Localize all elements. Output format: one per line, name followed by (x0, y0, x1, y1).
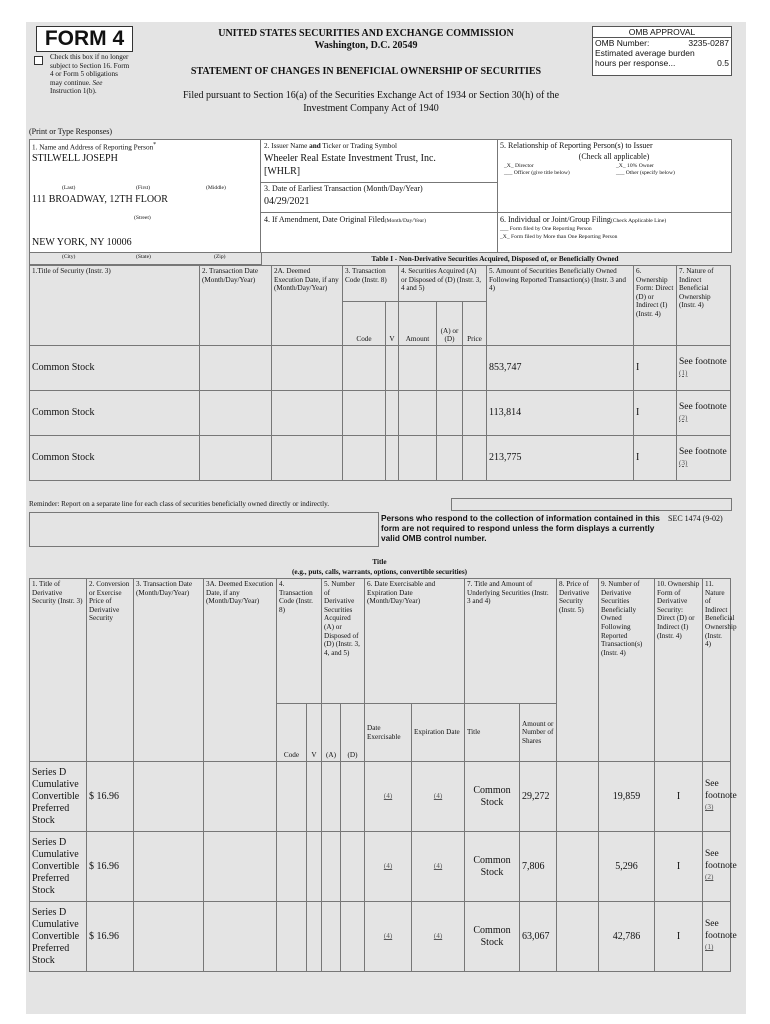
omb-hours-label: hours per response... (595, 58, 676, 68)
footnote-link[interactable]: (1) (705, 943, 714, 952)
t2-sub-code: Code (277, 704, 307, 762)
t2-sub-v: V (307, 704, 322, 762)
t2-col-title: 1. Title of Derivative Security (Instr. 3) (30, 579, 87, 762)
group-filing-more: _X_ Form filed by More than One Reporting Person (500, 234, 618, 240)
reminder-left-box (29, 512, 379, 547)
t2-sub-d: (D) (341, 704, 365, 762)
filed-pursuant-line2: Investment Company Act of 1940 (303, 103, 439, 114)
table-row (30, 346, 731, 391)
omb-approval-box (592, 26, 732, 76)
no-longer-subject-checkbox[interactable] (34, 56, 43, 65)
t1-sub-amount: Amount (399, 302, 437, 346)
t1-col-title: 1.Title of Security (Instr. 3) (30, 266, 200, 346)
t2-nature: See footnote (2) (703, 832, 731, 902)
street-value: 111 BROADWAY, 12TH FLOOR (32, 194, 168, 205)
table1-title: Table I - Non-Derivative Securities Acquired, Disposed of, or Beneficially Owned (371, 255, 619, 263)
state-label: (State) (136, 254, 151, 260)
t2-ownership-form: I (655, 832, 703, 902)
last-label: (Last) (62, 185, 76, 191)
expiration-footnote[interactable]: (4) (433, 862, 443, 871)
t1-security-title: Common Stock (30, 391, 200, 436)
t2-col-deriv-price: 8. Price of Derivative Security (Instr. 5) (557, 579, 599, 762)
issuer-label: 2. Issuer Name and Ticker or Trading Symbol (264, 142, 397, 150)
t1-ownership-form: I (634, 436, 677, 481)
t2-conversion-price: $ 16.96 (87, 762, 134, 832)
t2-nature: See footnote (1) (703, 902, 731, 972)
t2-sub-a: (A) (322, 704, 341, 762)
city-label: (City) (62, 254, 76, 260)
derivative-table (29, 578, 737, 972)
t1-col-securities: 4. Securities Acquired (A) or Disposed of (D) (Instr. 3, 4 and 5) (399, 266, 487, 302)
relationship-director: _X_ Director (504, 163, 534, 169)
t2-col-code: 4. Transaction Code (Instr. 8) (277, 579, 322, 704)
t2-security-title: Series D Cumulative Convertible Preferred Stock (30, 832, 87, 902)
t2-conversion-price: $ 16.96 (87, 832, 134, 902)
t1-col-nature: 7. Nature of Indirect Beneficial Ownership (Instr. 4) (677, 266, 731, 346)
t2-ownership-form: I (655, 902, 703, 972)
agency-city: Washington, D.C. 20549 (314, 40, 418, 51)
t2-owned: 19,859 (599, 762, 655, 832)
agency-name: UNITED STATES SECURITIES AND EXCHANGE COMMISSION (218, 28, 514, 39)
t2-col-exercisable: 6. Date Exercisable and Expiration Date (Month/Day/Year) (365, 579, 465, 704)
footnote-link[interactable]: (3) (679, 459, 688, 467)
t1-nature: See footnote (1) (677, 346, 731, 391)
omb-hours-value: 0.5 (717, 58, 729, 68)
relationship-officer: ___ Officer (give title below) (504, 170, 570, 176)
omb-number-label: OMB Number: (595, 38, 650, 48)
t1-col-date: 2. Transaction Date (Month/Day/Year) (200, 266, 272, 346)
first-label: (First) (136, 185, 150, 191)
t2-col-underlying: 7. Title and Amount of Underlying Securities (Instr. 3 and 4) (465, 579, 557, 704)
t1-ownership-form: I (634, 346, 677, 391)
t2-sub-title: Title (465, 704, 520, 762)
t1-col-deemed: 2A. Deemed Execution Date, if any (Month/Day/Year) (272, 266, 343, 346)
omb-title: OMB APPROVAL (593, 27, 731, 38)
expiration-footnote[interactable]: (4) (433, 932, 443, 941)
table-row (30, 436, 731, 481)
relationship-check: (Check all applicable) (578, 152, 650, 161)
street-label: (Street) (134, 215, 151, 221)
print-note: (Print or Type Responses) (29, 127, 113, 136)
reminder-blank-box (451, 498, 732, 511)
t1-security-title: Common Stock (30, 346, 200, 391)
t2-col-deemed: 3A. Deemed Execution Date, if any (Month/Day/Year) (204, 579, 277, 762)
t2-underlying-title: Common Stock (465, 832, 520, 902)
statement-title: STATEMENT OF CHANGES IN BENEFICIAL OWNERSHIP OF SECURITIES (190, 66, 542, 77)
footnote-link[interactable]: (3) (705, 803, 714, 812)
reminder-text: Reminder: Report on a separate line for each class of securities beneficially owned directly or indirectly. (29, 500, 330, 508)
t2-col-nature: 11. Nature of Indirect Beneficial Ownership (Instr. 4) (703, 579, 731, 762)
t1-sub-v: V (386, 302, 399, 346)
table-row (30, 391, 731, 436)
form-sheet (26, 22, 746, 1014)
city-value: NEW YORK, NY 10006 (32, 237, 132, 248)
table-row (30, 762, 731, 832)
t1-col-code: 3. Transaction Code (Instr. 8) (343, 266, 399, 302)
group-filing-label: 6. Individual or Joint/Group Filing(Check Applicable Line) (500, 215, 667, 224)
table-row (30, 902, 731, 972)
t1-sub-price: Price (463, 302, 487, 346)
footnote-link[interactable]: (1) (679, 369, 688, 377)
t1-ownership-form: I (634, 391, 677, 436)
t2-underlying-title: Common Stock (465, 902, 520, 972)
table-row (30, 832, 731, 902)
sec-code: SEC 1474 (9-02) (668, 514, 723, 523)
issuer-name: Wheeler Real Estate Investment Trust, Inc. (264, 153, 436, 164)
relationship-label: 5. Relationship of Reporting Person(s) to Issuer (500, 141, 653, 150)
t1-sub-aord: (A) or (D) (437, 302, 463, 346)
reporting-person-name: STILWELL JOSEPH (32, 153, 118, 164)
t2-owned: 5,296 (599, 832, 655, 902)
t2-underlying-amount: 7,806 (520, 832, 557, 902)
t2-conversion-price: $ 16.96 (87, 902, 134, 972)
date-exercisable-footnote[interactable]: (4) (383, 932, 393, 941)
relationship-other: ___ Other (specify below) (616, 170, 675, 176)
t2-col-owned: 9. Number of Derivative Securities Beneficially Owned Following Reported Transaction(s) (Instr. 4) (599, 579, 655, 762)
table2-title: Title (372, 558, 387, 566)
t2-underlying-title: Common Stock (465, 762, 520, 832)
table2-subtitle: (e.g., puts, calls, warrants, options, convertible securities) (291, 568, 468, 576)
omb-number-value: 3235-0287 (688, 38, 729, 48)
non-derivative-table (29, 265, 731, 481)
t2-security-title: Series D Cumulative Convertible Preferred Stock (30, 762, 87, 832)
checkbox-label: Check this box if no longer subject to Section 16. Form 4 or Form 5 obligations may continue. See Instruction 1(b). (50, 53, 130, 96)
date-exercisable-footnote[interactable]: (4) (383, 862, 393, 871)
expiration-footnote[interactable]: (4) (433, 792, 443, 801)
footnote-link[interactable]: (2) (705, 873, 714, 882)
reporting-person-label: 1. Name and Address of Reporting Person* (32, 142, 157, 152)
t2-sub-exp: Expiration Date (412, 704, 465, 762)
issuer-ticker: [WHLR] (264, 166, 301, 177)
earliest-date-value: 04/29/2021 (264, 196, 310, 207)
t2-owned: 42,786 (599, 902, 655, 972)
t2-sub-amount-shares: Amount or Number of Shares (520, 704, 557, 762)
t1-amount-owned: 113,814 (487, 391, 634, 436)
group-filing-one: ___ Form filed by One Reporting Person (500, 226, 592, 232)
t2-underlying-amount: 29,272 (520, 762, 557, 832)
t2-col-number: 5. Number of Derivative Securities Acquired (A) or Disposed of (D) (Instr. 3, 4, and 5) (322, 579, 365, 704)
t2-ownership-form: I (655, 762, 703, 832)
t1-col-ownership: 6. Ownership Form: Direct (D) or Indirect (I) (Instr. 4) (634, 266, 677, 346)
persons-notice: Persons who respond to the collection of information contained in this form are not required to respond unless the form displays a currently valid OMB control number. (381, 513, 660, 543)
t2-col-date: 3. Transaction Date (Month/Day/Year) (134, 579, 204, 762)
t1-amount-owned: 853,747 (487, 346, 634, 391)
omb-burden-label: Estimated average burden (595, 48, 695, 58)
filed-pursuant-line1: Filed pursuant to Section 16(a) of the Securities Exchange Act of 1934 or Section 30(h) of the (182, 90, 560, 101)
t1-nature: See footnote (2) (677, 391, 731, 436)
earliest-date-label: 3. Date of Earliest Transaction (Month/Day/Year) (264, 184, 423, 193)
footnote-link[interactable]: (2) (679, 414, 688, 422)
middle-label: (Middle) (206, 185, 226, 191)
t2-underlying-amount: 63,067 (520, 902, 557, 972)
amendment-label: 4. If Amendment, Date Original Filed(Month/Day/Year) (264, 215, 427, 224)
t1-sub-code: Code (343, 302, 386, 346)
zip-label: (Zip) (214, 254, 226, 260)
date-exercisable-footnote[interactable]: (4) (383, 792, 393, 801)
t1-nature: See footnote (3) (677, 436, 731, 481)
t2-col-price: 2. Conversion or Exercise Price of Derivative Security (87, 579, 134, 762)
relationship-owner: _X_ 10% Owner (616, 163, 654, 169)
form-title: FORM 4 (36, 26, 133, 52)
t1-security-title: Common Stock (30, 436, 200, 481)
t2-col-ownership: 10. Ownership Form of Derivative Security: Direct (D) or Indirect (I) (Instr. 4) (655, 579, 703, 762)
t2-security-title: Series D Cumulative Convertible Preferred Stock (30, 902, 87, 972)
t2-sub-date-ex: Date Exercisable (365, 704, 412, 762)
t1-col-amount-owned: 5. Amount of Securities Beneficially Owned Following Reported Transaction(s) (Instr. 3 and 4) (487, 266, 634, 346)
t2-nature: See footnote (3) (703, 762, 731, 832)
t1-amount-owned: 213,775 (487, 436, 634, 481)
